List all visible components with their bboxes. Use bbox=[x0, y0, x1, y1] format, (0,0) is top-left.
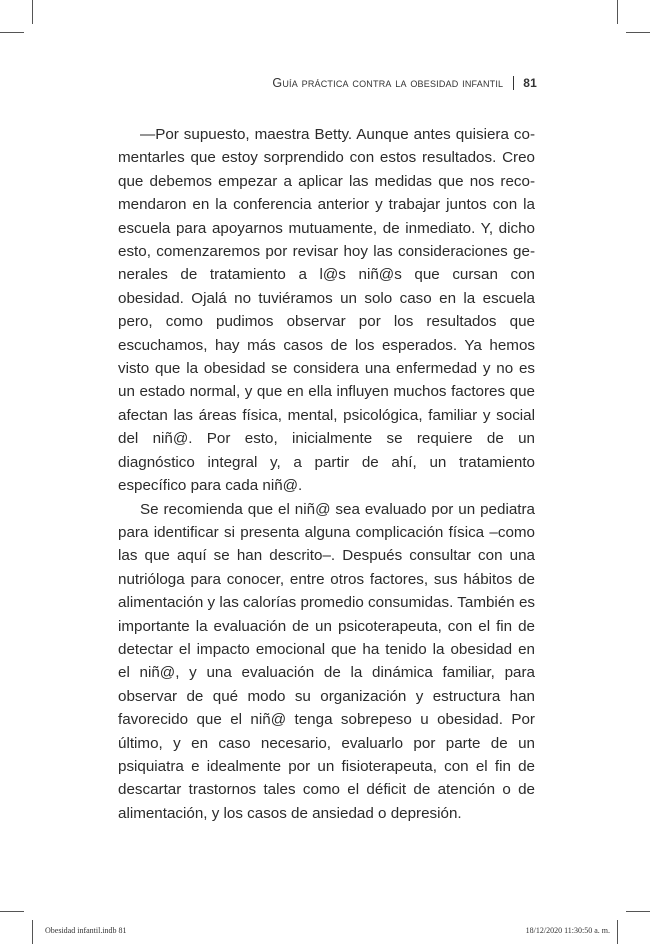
header-divider bbox=[513, 76, 514, 90]
crop-mark-top-left-vertical bbox=[32, 0, 33, 24]
crop-mark-bottom-right-horizontal bbox=[626, 911, 650, 912]
paragraph: —Por supuesto, maestra Betty. Aunque antes quisiera comentarles que estoy sorprendido con estos resultados. Creo que debemos empezar a aplicar las medidas que nos recomendaron en la conferencia anterior y trabajar juntos con la escuela para apoyarnos mutuamente, de inmediato. Y, dicho esto, comenzaremos por revisar hoy las consideraciones generales de tratamiento a l@s niñ@s que cursan con obesidad. Ojalá no tuviéramos un solo caso en la escuela pero, como pudimos observar por los resultados que escuchamos, hay más casos de los esperados. Ya hemos visto que la obesidad se considera una enfermedad y no es un estado normal, y que en ella influyen muchos factores que afectan las áreas física, mental, psicológica, familiar y social del niñ@. Por esto, inicialmente se requiere de un diagnóstico integral y, a partir de ahí, un tratamiento específico para cada niñ@. bbox=[118, 126, 535, 495]
page-number: 81 bbox=[523, 76, 537, 90]
running-head bbox=[272, 76, 537, 90]
crop-mark-top-left-horizontal bbox=[0, 32, 24, 33]
crop-mark-top-right-horizontal bbox=[626, 32, 650, 33]
file-slug: Obesidad infantil.indb 81 bbox=[45, 926, 127, 935]
book-title: Guía práctica contra la obesidad infantil bbox=[272, 76, 504, 90]
crop-mark-bottom-right-vertical bbox=[617, 920, 618, 944]
print-timestamp: 18/12/2020 11:30:50 a. m. bbox=[525, 926, 610, 935]
crop-mark-top-right-vertical bbox=[617, 0, 618, 24]
crop-mark-bottom-left-horizontal bbox=[0, 911, 24, 912]
crop-mark-bottom-left-vertical bbox=[32, 920, 33, 944]
paragraph: Se recomienda que el niñ@ sea evaluado por un pediatra para identificar si presenta alguna complicación física –como las que aquí se han descrito–. Después consultar con una nutrióloga para conocer, entre otros factores, sus hábitos de alimentación y las calorías promedio consumidas. También es importante la evaluación de un psicoterapeuta, con el fin de detectar el impacto emocional que ha tenido la obesidad en el niñ@, y una evaluación de la dinámica familiar, para observar de qué modo su organización y estructura han favorecido que el niñ@ tenga sobrepeso u obesidad. Por último, y en caso necesario, evaluarlo por parte de un psiquiatra e idealmente por un fisioterapeuta, con el fin de descartar trastornos tales como el déficit de atención o de alimentación, y los casos de ansiedad o depresión. bbox=[118, 500, 535, 822]
body-text bbox=[118, 123, 535, 825]
